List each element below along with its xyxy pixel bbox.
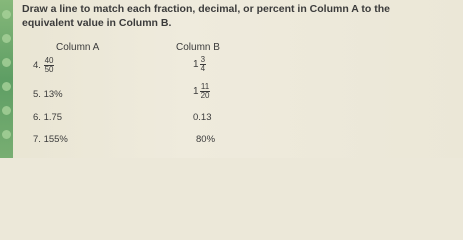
column-b-header: Column B [176, 42, 220, 53]
border-dot [2, 106, 11, 115]
border-dot [2, 58, 11, 67]
whole-number: 1 [193, 59, 199, 70]
instructions [22, 2, 442, 30]
fraction [200, 56, 206, 73]
border-dot [2, 82, 11, 91]
numerator: 11 [200, 82, 210, 91]
column-b-item-4[interactable] [196, 134, 215, 145]
denominator: 4 [200, 64, 206, 73]
denominator: 50 [44, 65, 54, 74]
denominator: 20 [200, 91, 210, 100]
item-value: 1.75 [43, 112, 63, 123]
column-b-item-1[interactable] [193, 56, 206, 73]
column-b-item-3[interactable] [193, 112, 212, 123]
border-dot [2, 34, 11, 43]
item-value: 13% [43, 89, 63, 100]
column-b-item-2[interactable] [193, 83, 210, 100]
border-dot [2, 10, 11, 19]
fraction [200, 83, 211, 100]
item-number: 5. [33, 89, 41, 100]
column-a-item-5[interactable] [33, 89, 63, 100]
item-value: 80% [196, 134, 216, 145]
item-value: 0.13 [193, 112, 212, 123]
item-number: 6. [33, 112, 41, 123]
instructions-line-2: equivalent value in Column B. [22, 17, 172, 29]
instructions-line-1: Draw a line to match each fraction, decimal, or percent in Column A to the [22, 3, 390, 15]
item-value: 155% [43, 134, 68, 145]
fraction [44, 57, 55, 74]
column-a-item-6[interactable] [33, 112, 62, 123]
border-dot [2, 130, 11, 139]
column-a-item-4[interactable] [33, 57, 54, 74]
item-number: 7. [33, 134, 41, 145]
whole-number: 1 [193, 86, 199, 97]
column-a-item-7[interactable] [33, 134, 68, 145]
column-a-header: Column A [56, 42, 100, 53]
item-number: 4. [33, 60, 41, 72]
decorative-border [0, 0, 13, 158]
numerator: 40 [44, 56, 54, 65]
numerator: 3 [200, 55, 206, 64]
